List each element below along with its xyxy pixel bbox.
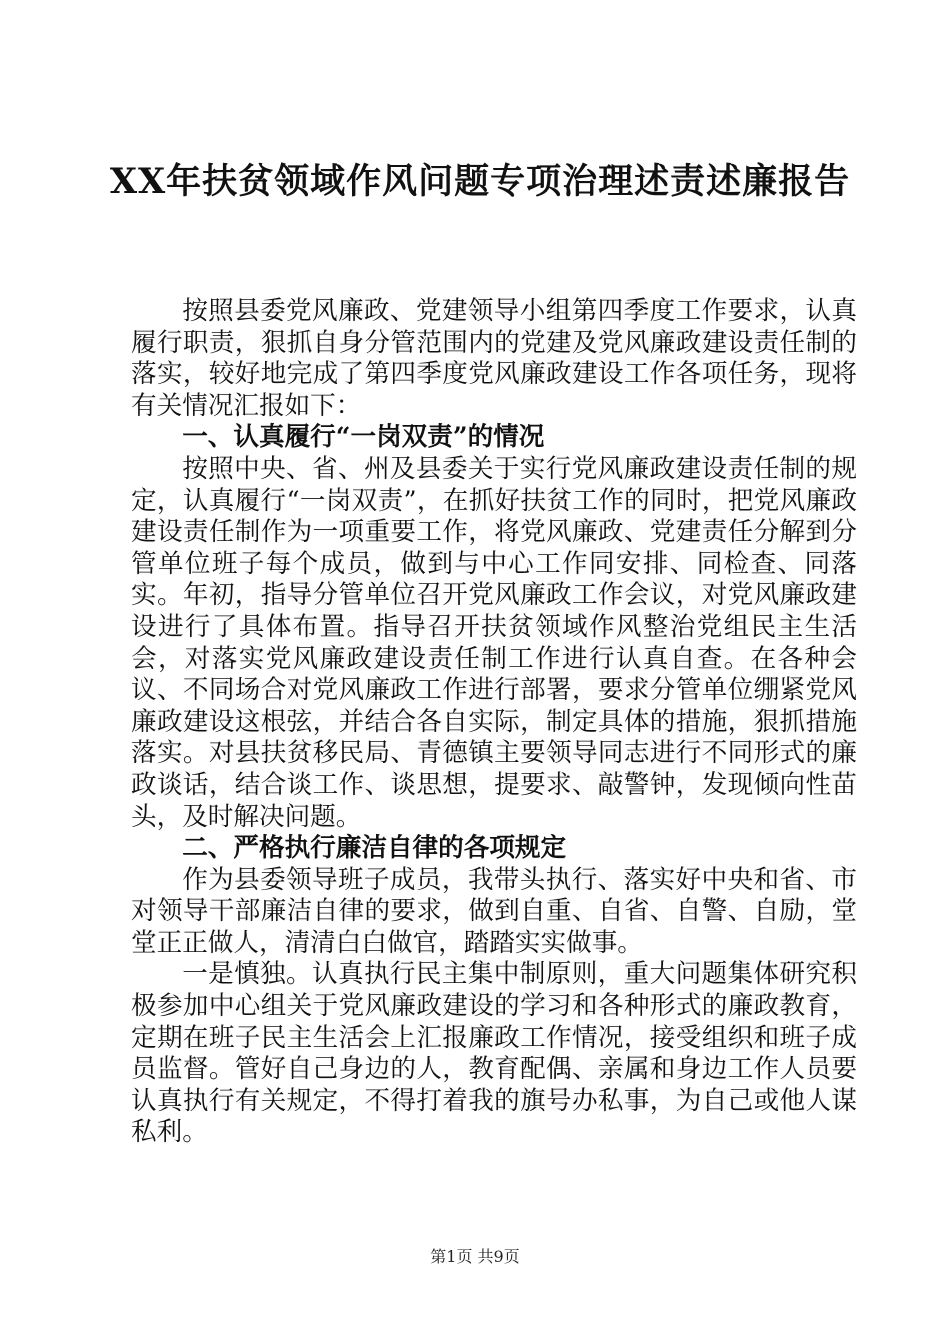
intro-paragraph: 按照县委党风廉政、党建领导小组第四季度工作要求，认真履行职责，狠抓自身分管范围内的党建及党风廉政建设责任制的落实，较好地完成了第四季度党风廉政建设工作各项任务，现将有关情况汇报如下： [131,296,857,421]
document-title: XX年扶贫领域作风问题专项治理述责述廉报告 [109,161,851,202]
section-1-paragraph: 按照中央、省、州及县委关于实行党风廉政建设责任制的规定，认真履行“一岗双责”，在抓好扶贫工作的同时，把党风廉政建设责任制作为一项重要工作，将党风廉政、党建责任分解到分管单位班子每个成员，做到与中心工作同安排、同检查、同落实。年初，指导分管单位召开党风廉政工作会议，对党风廉政建设进行了具体布置。指导召开扶贫领域作风整治党组民主生活会，对落实党风廉政建设责任制工作进行认真自查。在各种会议、不同场合对党风廉政工作进行部署，要求分管单位绷紧党风廉政建设这根弦，并结合各自实际，制定具体的措施，狠抓措施落实。对县扶贫移民局、青德镇主要领导同志进行不同形式的廉政谈话，结合谈工作、谈思想，提要求、敲警钟，发现倾向性苗头，及时解决问题。 [131,453,857,832]
section-2-point-1-paragraph: 一是慎独。认真执行民主集中制原则，重大问题集体研究积极参加中心组关于党风廉政建设的学习和各种形式的廉政教育，定期在班子民主生活会上汇报廉政工作情况，接受组织和班子成员监督。管好自己身边的人，教育配偶、亲属和身边工作人员要认真执行有关规定，不得打着我的旗号办私事，为自己或他人谋私利。 [131,959,857,1148]
section-1-heading: 一、认真履行“一岗双责”的情况 [182,422,545,453]
page-indicator: 第1页 共9页 [430,1247,520,1266]
document-body [131,296,857,1149]
section-2-heading: 二、严格执行廉洁自律的各项规定 [182,833,567,864]
section-2-paragraph: 作为县委领导班子成员，我带头执行、落实好中央和省、市对领导干部廉洁自律的要求，做到自重、自省、自警、自励，堂堂正正做人，清清白白做官，踏踏实实做事。 [131,864,857,958]
